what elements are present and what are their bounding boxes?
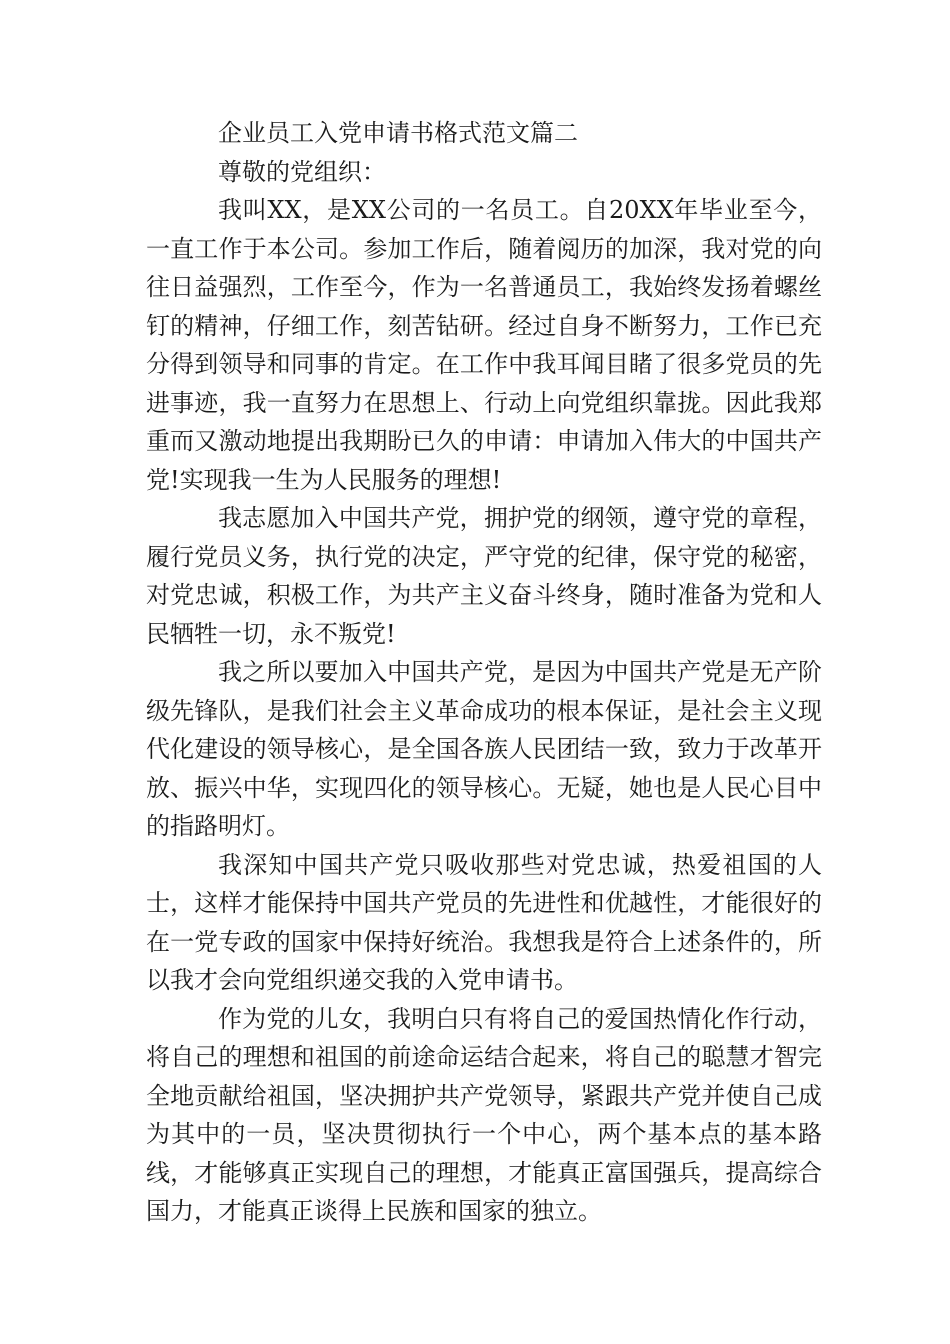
paragraph: 作为党的儿女，我明白只有将自己的爱国热情化作行动，将自己的理想和祖国的前途命运结合起来，将自己的聪慧才智完全地贡献给祖国，坚决拥护共产党领导，紧跟共产党并使自己成为其中的一员，坚决贯彻执行一个中心，两个基本点的基本路线，才能够真正实现自己的理想，才能真正富国强兵，提高综合国力，才能真正谈得上民族和国家的独立。: [146, 1004, 822, 1225]
salutation: 尊敬的党组织：: [218, 157, 386, 186]
paragraph: 我之所以要加入中国共产党，是因为中国共产党是无产阶级先锋队，是我们社会主义革命成功的根本保证，是社会主义现代化建设的领导核心，是全国各族人民团结一致，致力于改革开放、振兴中华，实现四化的领导核心。无疑，她也是人民心目中的指路明灯。: [146, 658, 822, 840]
document-body: [146, 114, 822, 1231]
paragraph: 我志愿加入中国共产党，拥护党的纲领，遵守党的章程，履行党员义务，执行党的决定，严守党的纪律，保守党的秘密，对党忠诚，积极工作，为共产主义奋斗终身，随时准备为党和人民牺牲一切，永不叛党!: [146, 504, 822, 648]
document-title: 企业员工入党申请书格式范文篇二: [218, 119, 578, 147]
paragraph: 我深知中国共产党只吸收那些对党忠诚，热爱祖国的人士，这样才能保持中国共产党员的先进性和优越性，才能很好的在一党专政的国家中保持好统治。我想我是符合上述条件的，所以我才会向党组织递交我的入党申请书。: [146, 850, 822, 994]
paragraph: 我叫XX，是XX公司的一名员工。自20XX年毕业至今，一直工作于本公司。参加工作后，随着阅历的加深，我对党的向往日益强烈，工作至今，作为一名普通员工，我始终发扬着螺丝钉的精神，仔细工作，刻苦钻研。经过自身不断努力，工作已充分得到领导和同事的肯定。在工作中我耳闻目睹了很多党员的先进事迹，我一直努力在思想上、行动上向党组织靠拢。因此我郑重而又激动地提出我期盼已久的申请：申请加入伟大的中国共产党!实现我一生为人民服务的理想!: [146, 196, 822, 494]
